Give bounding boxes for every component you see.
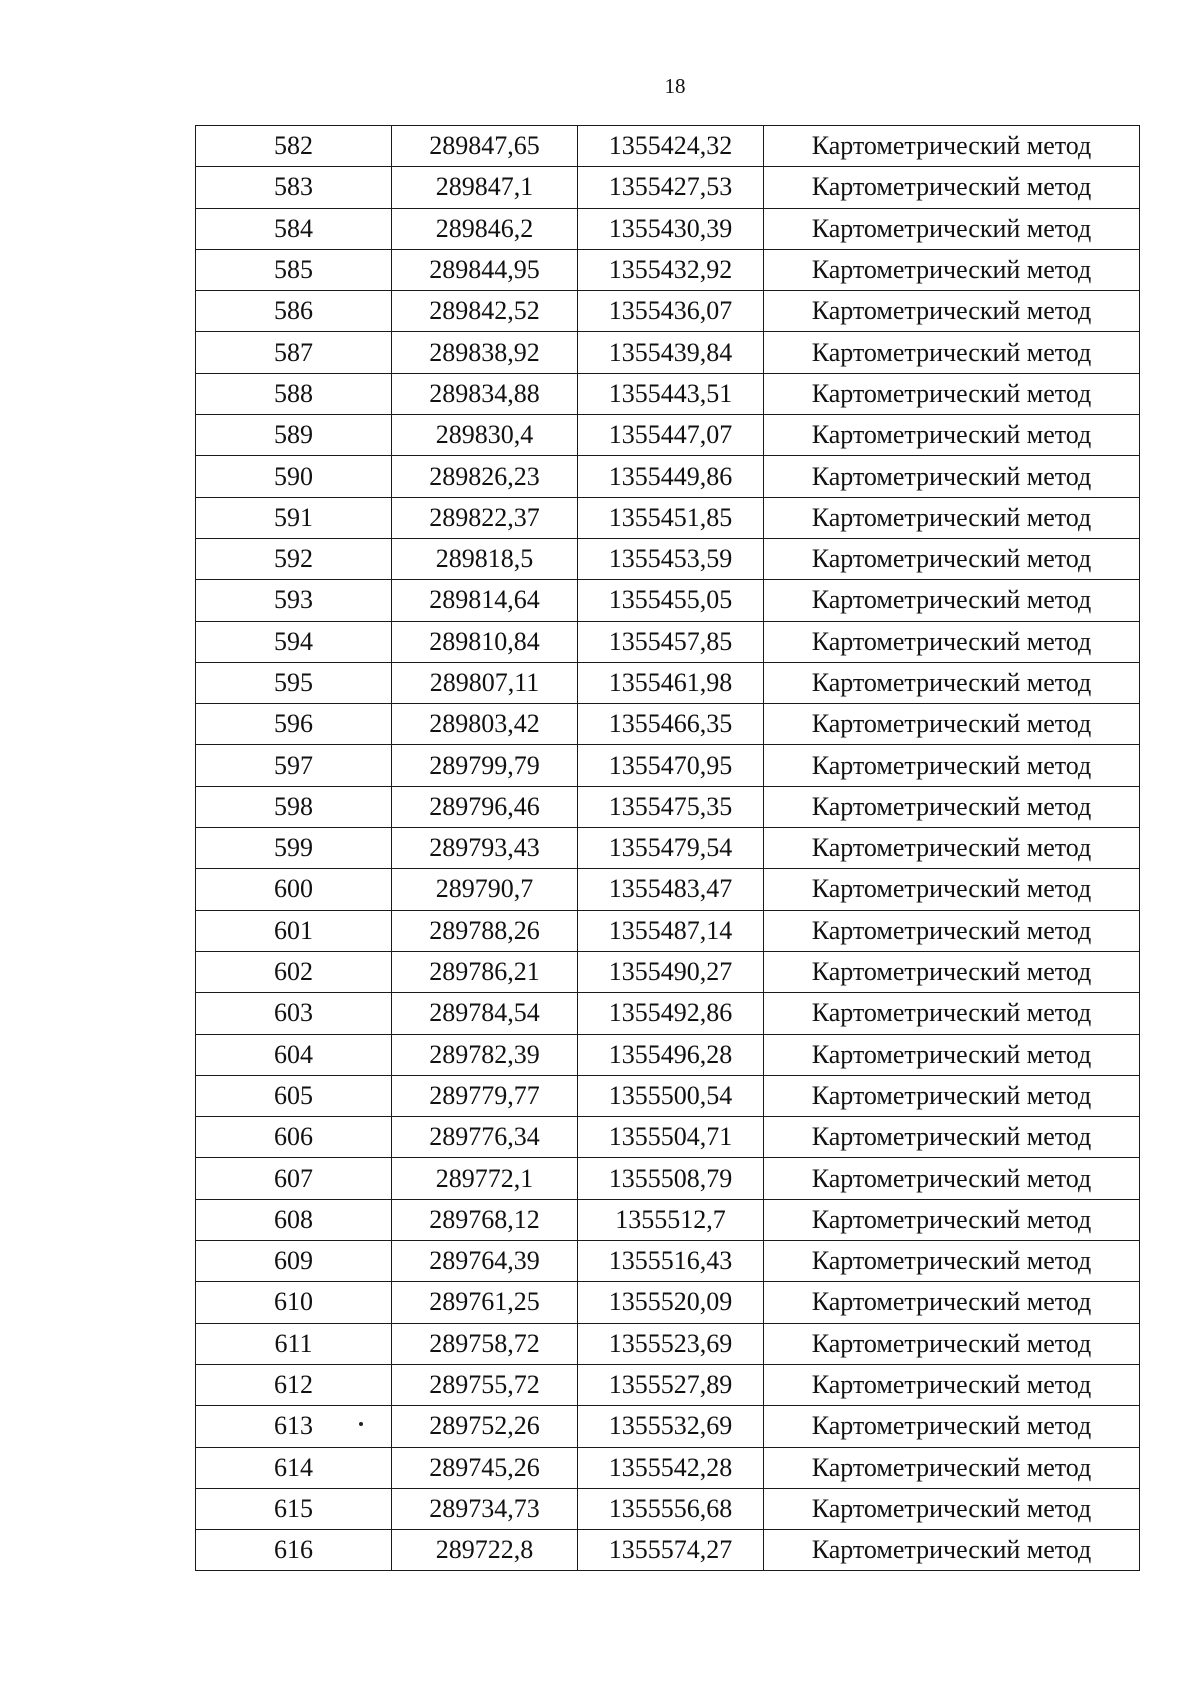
y-coordinate-cell: 1355447,07 (578, 415, 764, 456)
point-number-cell: 585 (196, 249, 392, 290)
method-cell: Картометрический метод (764, 332, 1140, 373)
method-cell: Картометрический метод (764, 786, 1140, 827)
method-cell: Картометрический метод (764, 621, 1140, 662)
table-row (196, 249, 1140, 290)
table-row (196, 208, 1140, 249)
y-coordinate-cell: 1355443,51 (578, 373, 764, 414)
point-number-cell: 595 (196, 662, 392, 703)
table-row (196, 910, 1140, 951)
y-coordinate-cell: 1355432,92 (578, 249, 764, 290)
method-cell: Картометрический метод (764, 1282, 1140, 1323)
point-number-cell: 614 (196, 1447, 392, 1488)
y-coordinate-cell: 1355455,05 (578, 580, 764, 621)
point-number-cell: 584 (196, 208, 392, 249)
x-coordinate-cell: 289796,46 (392, 786, 578, 827)
y-coordinate-cell: 1355449,86 (578, 456, 764, 497)
y-coordinate-cell: 1355556,68 (578, 1488, 764, 1529)
y-coordinate-cell: 1355427,53 (578, 167, 764, 208)
y-coordinate-cell: 1355496,28 (578, 1034, 764, 1075)
point-number-cell: 616 (196, 1530, 392, 1571)
x-coordinate-cell: 289786,21 (392, 951, 578, 992)
table-row (196, 538, 1140, 579)
y-coordinate-cell: 1355504,71 (578, 1117, 764, 1158)
method-cell: Картометрический метод (764, 951, 1140, 992)
method-cell: Картометрический метод (764, 1530, 1140, 1571)
point-number-cell: 612 (196, 1364, 392, 1405)
method-cell: Картометрический метод (764, 662, 1140, 703)
x-coordinate-cell: 289834,88 (392, 373, 578, 414)
table-row (196, 828, 1140, 869)
table-row (196, 993, 1140, 1034)
table-row (196, 1364, 1140, 1405)
method-cell: Картометрический метод (764, 167, 1140, 208)
x-coordinate-cell: 289752,26 (392, 1406, 578, 1447)
x-coordinate-cell: 289842,52 (392, 291, 578, 332)
x-coordinate-cell: 289734,73 (392, 1488, 578, 1529)
point-number-cell: 591 (196, 497, 392, 538)
method-cell: Картометрический метод (764, 580, 1140, 621)
table-row (196, 786, 1140, 827)
point-number-cell: 594 (196, 621, 392, 662)
point-number-cell: 599 (196, 828, 392, 869)
x-coordinate-cell: 289803,42 (392, 704, 578, 745)
y-coordinate-cell: 1355520,09 (578, 1282, 764, 1323)
y-coordinate-cell: 1355512,7 (578, 1199, 764, 1240)
table-row (196, 1406, 1140, 1447)
x-coordinate-cell: 289772,1 (392, 1158, 578, 1199)
method-cell: Картометрический метод (764, 993, 1140, 1034)
point-number-cell: 610 (196, 1282, 392, 1323)
x-coordinate-cell: 289784,54 (392, 993, 578, 1034)
method-cell: Картометрический метод (764, 1323, 1140, 1364)
table-row (196, 1199, 1140, 1240)
y-coordinate-cell: 1355461,98 (578, 662, 764, 703)
point-number-cell: 602 (196, 951, 392, 992)
method-cell: Картометрический метод (764, 456, 1140, 497)
y-coordinate-cell: 1355492,86 (578, 993, 764, 1034)
x-coordinate-cell: 289761,25 (392, 1282, 578, 1323)
coordinates-table-body (196, 126, 1140, 1571)
y-coordinate-cell: 1355475,35 (578, 786, 764, 827)
method-cell: Картометрический метод (764, 1199, 1140, 1240)
table-row (196, 332, 1140, 373)
point-number-cell: 609 (196, 1241, 392, 1282)
method-cell: Картометрический метод (764, 1075, 1140, 1116)
point-number-cell: 606 (196, 1117, 392, 1158)
point-number-cell: 604 (196, 1034, 392, 1075)
method-cell: Картометрический метод (764, 828, 1140, 869)
table-row (196, 1158, 1140, 1199)
table-row (196, 1447, 1140, 1488)
table-row (196, 621, 1140, 662)
table-row (196, 456, 1140, 497)
y-coordinate-cell: 1355439,84 (578, 332, 764, 373)
point-number-cell: 586 (196, 291, 392, 332)
x-coordinate-cell: 289779,77 (392, 1075, 578, 1116)
x-coordinate-cell: 289807,11 (392, 662, 578, 703)
method-cell: Картометрический метод (764, 1034, 1140, 1075)
x-coordinate-cell: 289790,7 (392, 869, 578, 910)
table-row (196, 167, 1140, 208)
x-coordinate-cell: 289776,34 (392, 1117, 578, 1158)
y-coordinate-cell: 1355532,69 (578, 1406, 764, 1447)
table-row (196, 415, 1140, 456)
method-cell: Картометрический метод (764, 538, 1140, 579)
y-coordinate-cell: 1355542,28 (578, 1447, 764, 1488)
table-row (196, 126, 1140, 167)
x-coordinate-cell: 289799,79 (392, 745, 578, 786)
x-coordinate-cell: 289782,39 (392, 1034, 578, 1075)
y-coordinate-cell: 1355500,54 (578, 1075, 764, 1116)
method-cell: Картометрический метод (764, 291, 1140, 332)
method-cell: Картометрический метод (764, 126, 1140, 167)
point-number-cell: 613 (196, 1406, 392, 1447)
table-row (196, 497, 1140, 538)
y-coordinate-cell: 1355487,14 (578, 910, 764, 951)
method-cell: Картометрический метод (764, 208, 1140, 249)
x-coordinate-cell: 289793,43 (392, 828, 578, 869)
point-number-cell: 615 (196, 1488, 392, 1529)
table-row (196, 1117, 1140, 1158)
method-cell: Картометрический метод (764, 704, 1140, 745)
y-coordinate-cell: 1355430,39 (578, 208, 764, 249)
point-number-cell: 597 (196, 745, 392, 786)
y-coordinate-cell: 1355457,85 (578, 621, 764, 662)
method-cell: Картометрический метод (764, 910, 1140, 951)
point-number-cell: 601 (196, 910, 392, 951)
table-row (196, 869, 1140, 910)
table-row (196, 704, 1140, 745)
x-coordinate-cell: 289846,2 (392, 208, 578, 249)
y-coordinate-cell: 1355516,43 (578, 1241, 764, 1282)
y-coordinate-cell: 1355508,79 (578, 1158, 764, 1199)
point-number-cell: 603 (196, 993, 392, 1034)
x-coordinate-cell: 289764,39 (392, 1241, 578, 1282)
y-coordinate-cell: 1355453,59 (578, 538, 764, 579)
y-coordinate-cell: 1355479,54 (578, 828, 764, 869)
point-number-cell: 589 (196, 415, 392, 456)
x-coordinate-cell: 289822,37 (392, 497, 578, 538)
y-coordinate-cell: 1355527,89 (578, 1364, 764, 1405)
x-coordinate-cell: 289844,95 (392, 249, 578, 290)
table-row (196, 745, 1140, 786)
method-cell: Картометрический метод (764, 1488, 1140, 1529)
point-number-cell: 611 (196, 1323, 392, 1364)
x-coordinate-cell: 289788,26 (392, 910, 578, 951)
y-coordinate-cell: 1355424,32 (578, 126, 764, 167)
x-coordinate-cell: 289758,72 (392, 1323, 578, 1364)
method-cell: Картометрический метод (764, 1158, 1140, 1199)
y-coordinate-cell: 1355490,27 (578, 951, 764, 992)
method-cell: Картометрический метод (764, 1117, 1140, 1158)
y-coordinate-cell: 1355466,35 (578, 704, 764, 745)
method-cell: Картометрический метод (764, 745, 1140, 786)
method-cell: Картометрический метод (764, 497, 1140, 538)
coordinates-table (195, 125, 1140, 1571)
point-number-cell: 596 (196, 704, 392, 745)
point-number-cell: 592 (196, 538, 392, 579)
x-coordinate-cell: 289826,23 (392, 456, 578, 497)
table-row (196, 1034, 1140, 1075)
scan-speck-mark (359, 1422, 363, 1426)
table-row (196, 1241, 1140, 1282)
point-number-cell: 598 (196, 786, 392, 827)
method-cell: Картометрический метод (764, 1364, 1140, 1405)
x-coordinate-cell: 289755,72 (392, 1364, 578, 1405)
table-row (196, 1282, 1140, 1323)
y-coordinate-cell: 1355523,69 (578, 1323, 764, 1364)
point-number-cell: 605 (196, 1075, 392, 1116)
x-coordinate-cell: 289814,64 (392, 580, 578, 621)
table-row (196, 291, 1140, 332)
page-number: 18 (664, 74, 686, 98)
point-number-cell: 583 (196, 167, 392, 208)
point-number-cell: 587 (196, 332, 392, 373)
y-coordinate-cell: 1355436,07 (578, 291, 764, 332)
y-coordinate-cell: 1355470,95 (578, 745, 764, 786)
table-row (196, 951, 1140, 992)
y-coordinate-cell: 1355574,27 (578, 1530, 764, 1571)
method-cell: Картометрический метод (764, 373, 1140, 414)
table-row (196, 373, 1140, 414)
y-coordinate-cell: 1355483,47 (578, 869, 764, 910)
x-coordinate-cell: 289768,12 (392, 1199, 578, 1240)
x-coordinate-cell: 289722,8 (392, 1530, 578, 1571)
point-number-cell: 593 (196, 580, 392, 621)
point-number-cell: 608 (196, 1199, 392, 1240)
x-coordinate-cell: 289830,4 (392, 415, 578, 456)
table-row (196, 580, 1140, 621)
y-coordinate-cell: 1355451,85 (578, 497, 764, 538)
method-cell: Картометрический метод (764, 415, 1140, 456)
point-number-cell: 590 (196, 456, 392, 497)
method-cell: Картометрический метод (764, 249, 1140, 290)
method-cell: Картометрический метод (764, 1241, 1140, 1282)
method-cell: Картометрический метод (764, 1406, 1140, 1447)
table-row (196, 662, 1140, 703)
x-coordinate-cell: 289838,92 (392, 332, 578, 373)
x-coordinate-cell: 289810,84 (392, 621, 578, 662)
point-number-cell: 600 (196, 869, 392, 910)
x-coordinate-cell: 289847,1 (392, 167, 578, 208)
table-row (196, 1075, 1140, 1116)
point-number-cell: 582 (196, 126, 392, 167)
x-coordinate-cell: 289745,26 (392, 1447, 578, 1488)
point-number-cell: 607 (196, 1158, 392, 1199)
method-cell: Картометрический метод (764, 869, 1140, 910)
point-number-cell: 588 (196, 373, 392, 414)
table-row (196, 1530, 1140, 1571)
table-row (196, 1488, 1140, 1529)
x-coordinate-cell: 289847,65 (392, 126, 578, 167)
method-cell: Картометрический метод (764, 1447, 1140, 1488)
table-row (196, 1323, 1140, 1364)
x-coordinate-cell: 289818,5 (392, 538, 578, 579)
